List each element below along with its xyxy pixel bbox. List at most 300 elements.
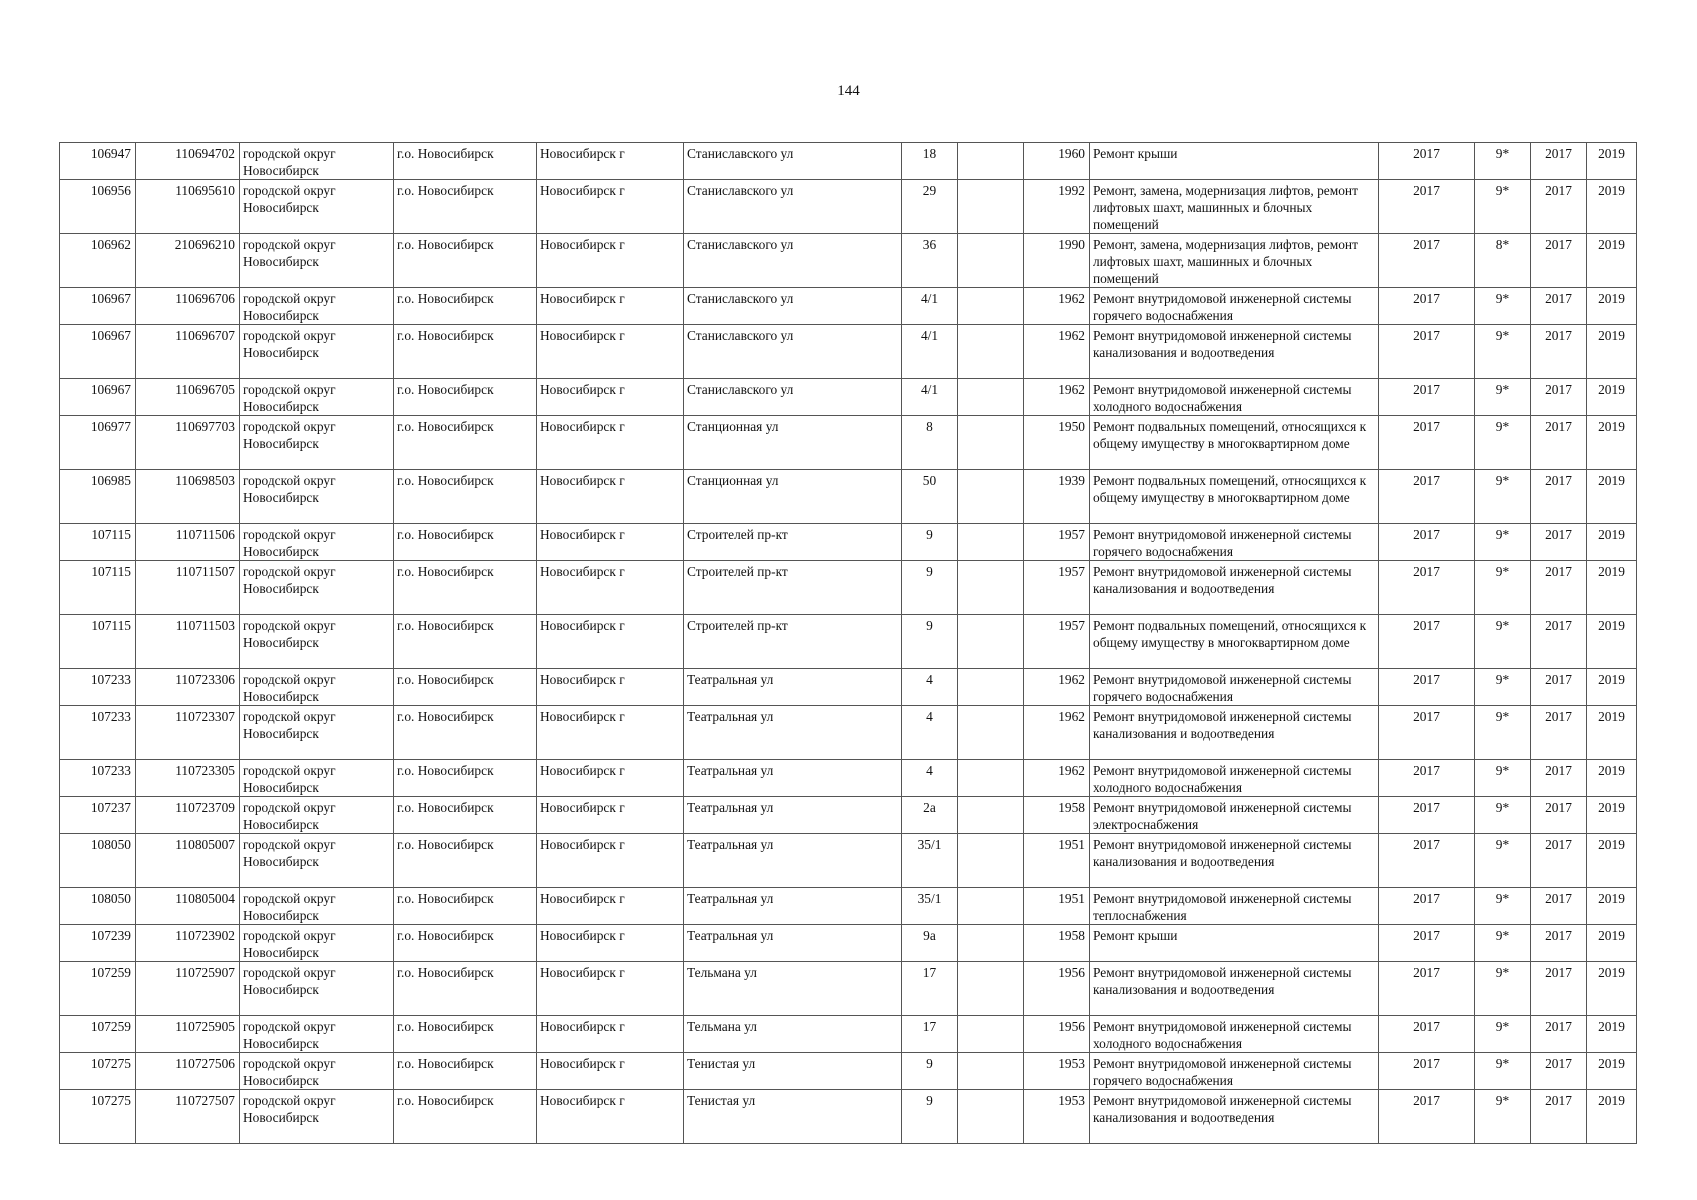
cell-year-built: 1958 (1024, 797, 1090, 834)
cell-code: 110723306 (136, 669, 240, 706)
cell-id: 106956 (60, 180, 136, 234)
cell-id: 108050 (60, 888, 136, 925)
cell-start-year: 2017 (1531, 925, 1587, 962)
table-row (60, 834, 1637, 888)
cell-end-year: 2019 (1587, 834, 1637, 888)
cell-start-year: 2017 (1531, 1090, 1587, 1144)
table-row (60, 524, 1637, 561)
cell-work-type: Ремонт внутридомовой инженерной системы канализования и водоотведения (1090, 834, 1379, 888)
table-row (60, 888, 1637, 925)
cell-work-type: Ремонт, замена, модернизация лифтов, ремонт лифтовых шахт, машинных и блочных помещений (1090, 234, 1379, 288)
cell-code: 110695610 (136, 180, 240, 234)
cell-house: 8 (902, 416, 958, 470)
cell-city: Новосибирск г (537, 615, 684, 669)
cell-extra (958, 524, 1024, 561)
cell-code: 110698503 (136, 470, 240, 524)
cell-street: Театральная ул (684, 797, 902, 834)
cell-city: Новосибирск г (537, 669, 684, 706)
cell-district: городской округ Новосибирск (240, 1090, 394, 1144)
cell-year-built: 1990 (1024, 234, 1090, 288)
cell-code: 110723305 (136, 760, 240, 797)
cell-start-year: 2017 (1531, 180, 1587, 234)
cell-end-year: 2019 (1587, 706, 1637, 760)
cell-plan-year: 2017 (1379, 379, 1475, 416)
cell-extra (958, 561, 1024, 615)
cell-work-type: Ремонт подвальных помещений, относящихся к общему имуществу в многоквартирном доме (1090, 615, 1379, 669)
cell-house: 35/1 (902, 888, 958, 925)
cell-floors: 9* (1475, 524, 1531, 561)
cell-code: 110723902 (136, 925, 240, 962)
cell-end-year: 2019 (1587, 669, 1637, 706)
cell-end-year: 2019 (1587, 1090, 1637, 1144)
cell-year-built: 1962 (1024, 379, 1090, 416)
cell-extra (958, 962, 1024, 1016)
cell-id: 107233 (60, 760, 136, 797)
cell-id: 107259 (60, 962, 136, 1016)
cell-house: 4/1 (902, 288, 958, 325)
cell-id: 107275 (60, 1090, 136, 1144)
cell-id: 107237 (60, 797, 136, 834)
cell-municipality: г.о. Новосибирск (394, 615, 537, 669)
cell-id: 106962 (60, 234, 136, 288)
cell-house: 17 (902, 1016, 958, 1053)
cell-end-year: 2019 (1587, 325, 1637, 379)
cell-year-built: 1957 (1024, 524, 1090, 561)
cell-code: 110723307 (136, 706, 240, 760)
cell-id: 107233 (60, 669, 136, 706)
cell-start-year: 2017 (1531, 760, 1587, 797)
cell-id: 106967 (60, 379, 136, 416)
cell-house: 9 (902, 561, 958, 615)
cell-municipality: г.о. Новосибирск (394, 180, 537, 234)
cell-code: 110694702 (136, 143, 240, 180)
cell-house: 9 (902, 1053, 958, 1090)
cell-street: Тенистая ул (684, 1090, 902, 1144)
cell-id: 106977 (60, 416, 136, 470)
cell-code: 110697703 (136, 416, 240, 470)
cell-plan-year: 2017 (1379, 925, 1475, 962)
cell-id: 107275 (60, 1053, 136, 1090)
cell-municipality: г.о. Новосибирск (394, 143, 537, 180)
cell-district: городской округ Новосибирск (240, 706, 394, 760)
cell-floors: 9* (1475, 180, 1531, 234)
table-row (60, 325, 1637, 379)
cell-plan-year: 2017 (1379, 180, 1475, 234)
cell-city: Новосибирск г (537, 1090, 684, 1144)
cell-extra (958, 706, 1024, 760)
cell-extra (958, 669, 1024, 706)
cell-year-built: 1960 (1024, 143, 1090, 180)
cell-city: Новосибирск г (537, 834, 684, 888)
table-row (60, 760, 1637, 797)
cell-start-year: 2017 (1531, 379, 1587, 416)
cell-municipality: г.о. Новосибирск (394, 416, 537, 470)
cell-municipality: г.о. Новосибирск (394, 888, 537, 925)
cell-work-type: Ремонт внутридомовой инженерной системы канализования и водоотведения (1090, 706, 1379, 760)
cell-end-year: 2019 (1587, 470, 1637, 524)
cell-start-year: 2017 (1531, 416, 1587, 470)
cell-city: Новосибирск г (537, 797, 684, 834)
cell-house: 9 (902, 524, 958, 561)
cell-floors: 9* (1475, 1016, 1531, 1053)
cell-street: Станиславского ул (684, 180, 902, 234)
cell-year-built: 1957 (1024, 615, 1090, 669)
table-row (60, 470, 1637, 524)
cell-extra (958, 615, 1024, 669)
cell-street: Станиславского ул (684, 379, 902, 416)
cell-floors: 9* (1475, 416, 1531, 470)
cell-city: Новосибирск г (537, 143, 684, 180)
cell-plan-year: 2017 (1379, 615, 1475, 669)
table-row (60, 561, 1637, 615)
cell-floors: 9* (1475, 325, 1531, 379)
cell-start-year: 2017 (1531, 524, 1587, 561)
cell-street: Станиславского ул (684, 325, 902, 379)
cell-municipality: г.о. Новосибирск (394, 760, 537, 797)
cell-extra (958, 1053, 1024, 1090)
cell-extra (958, 234, 1024, 288)
cell-district: городской округ Новосибирск (240, 379, 394, 416)
cell-start-year: 2017 (1531, 706, 1587, 760)
table-row (60, 143, 1637, 180)
cell-plan-year: 2017 (1379, 1053, 1475, 1090)
cell-end-year: 2019 (1587, 797, 1637, 834)
cell-street: Станционная ул (684, 470, 902, 524)
cell-work-type: Ремонт внутридомовой инженерной системы канализования и водоотведения (1090, 1090, 1379, 1144)
table-body (60, 143, 1637, 1144)
cell-street: Тенистая ул (684, 1053, 902, 1090)
cell-floors: 9* (1475, 615, 1531, 669)
cell-start-year: 2017 (1531, 669, 1587, 706)
cell-house: 50 (902, 470, 958, 524)
cell-year-built: 1951 (1024, 834, 1090, 888)
cell-floors: 9* (1475, 1090, 1531, 1144)
cell-id: 107115 (60, 615, 136, 669)
cell-municipality: г.о. Новосибирск (394, 797, 537, 834)
cell-municipality: г.о. Новосибирск (394, 379, 537, 416)
cell-city: Новосибирск г (537, 325, 684, 379)
cell-floors: 9* (1475, 669, 1531, 706)
cell-city: Новосибирск г (537, 925, 684, 962)
cell-extra (958, 1090, 1024, 1144)
cell-plan-year: 2017 (1379, 1016, 1475, 1053)
cell-municipality: г.о. Новосибирск (394, 561, 537, 615)
cell-street: Станционная ул (684, 416, 902, 470)
cell-municipality: г.о. Новосибирск (394, 234, 537, 288)
cell-municipality: г.о. Новосибирск (394, 669, 537, 706)
cell-floors: 9* (1475, 925, 1531, 962)
cell-municipality: г.о. Новосибирск (394, 706, 537, 760)
cell-street: Театральная ул (684, 888, 902, 925)
cell-floors: 9* (1475, 561, 1531, 615)
cell-city: Новосибирск г (537, 760, 684, 797)
cell-end-year: 2019 (1587, 760, 1637, 797)
capital-repair-table (59, 142, 1637, 1144)
cell-district: городской округ Новосибирск (240, 669, 394, 706)
cell-code: 110711506 (136, 524, 240, 561)
cell-floors: 9* (1475, 888, 1531, 925)
cell-city: Новосибирск г (537, 706, 684, 760)
cell-year-built: 1962 (1024, 288, 1090, 325)
cell-plan-year: 2017 (1379, 797, 1475, 834)
cell-district: городской округ Новосибирск (240, 288, 394, 325)
cell-district: городской округ Новосибирск (240, 524, 394, 561)
cell-city: Новосибирск г (537, 416, 684, 470)
cell-start-year: 2017 (1531, 834, 1587, 888)
cell-street: Театральная ул (684, 669, 902, 706)
cell-code: 110723709 (136, 797, 240, 834)
cell-plan-year: 2017 (1379, 234, 1475, 288)
cell-plan-year: 2017 (1379, 561, 1475, 615)
cell-extra (958, 888, 1024, 925)
cell-district: городской округ Новосибирск (240, 834, 394, 888)
cell-city: Новосибирск г (537, 524, 684, 561)
cell-start-year: 2017 (1531, 615, 1587, 669)
cell-city: Новосибирск г (537, 888, 684, 925)
table-row (60, 925, 1637, 962)
cell-year-built: 1962 (1024, 669, 1090, 706)
cell-city: Новосибирск г (537, 234, 684, 288)
cell-code: 110696706 (136, 288, 240, 325)
cell-work-type: Ремонт внутридомовой инженерной системы горячего водоснабжения (1090, 524, 1379, 561)
cell-house: 18 (902, 143, 958, 180)
cell-work-type: Ремонт внутридомовой инженерной системы холодного водоснабжения (1090, 379, 1379, 416)
cell-id: 106967 (60, 325, 136, 379)
cell-city: Новосибирск г (537, 470, 684, 524)
cell-floors: 9* (1475, 706, 1531, 760)
cell-district: городской округ Новосибирск (240, 615, 394, 669)
cell-house: 4 (902, 706, 958, 760)
cell-street: Строителей пр-кт (684, 561, 902, 615)
cell-code: 210696210 (136, 234, 240, 288)
table-row (60, 379, 1637, 416)
cell-year-built: 1939 (1024, 470, 1090, 524)
cell-floors: 9* (1475, 288, 1531, 325)
cell-municipality: г.о. Новосибирск (394, 524, 537, 561)
table-row (60, 416, 1637, 470)
cell-municipality: г.о. Новосибирск (394, 1090, 537, 1144)
cell-id: 106947 (60, 143, 136, 180)
cell-start-year: 2017 (1531, 962, 1587, 1016)
table-row (60, 288, 1637, 325)
cell-municipality: г.о. Новосибирск (394, 925, 537, 962)
cell-year-built: 1962 (1024, 760, 1090, 797)
cell-work-type: Ремонт, замена, модернизация лифтов, ремонт лифтовых шахт, машинных и блочных помещений (1090, 180, 1379, 234)
cell-street: Театральная ул (684, 706, 902, 760)
cell-street: Строителей пр-кт (684, 615, 902, 669)
cell-work-type: Ремонт внутридомовой инженерной системы горячего водоснабжения (1090, 288, 1379, 325)
cell-municipality: г.о. Новосибирск (394, 1053, 537, 1090)
cell-work-type: Ремонт внутридомовой инженерной системы холодного водоснабжения (1090, 760, 1379, 797)
cell-municipality: г.о. Новосибирск (394, 1016, 537, 1053)
cell-work-type: Ремонт подвальных помещений, относящихся к общему имуществу в многоквартирном доме (1090, 416, 1379, 470)
cell-end-year: 2019 (1587, 925, 1637, 962)
cell-start-year: 2017 (1531, 561, 1587, 615)
cell-extra (958, 288, 1024, 325)
table-row (60, 669, 1637, 706)
cell-year-built: 1956 (1024, 1016, 1090, 1053)
cell-house: 17 (902, 962, 958, 1016)
cell-city: Новосибирск г (537, 288, 684, 325)
cell-code: 110725907 (136, 962, 240, 1016)
cell-district: городской округ Новосибирск (240, 561, 394, 615)
cell-district: городской округ Новосибирск (240, 234, 394, 288)
cell-house: 36 (902, 234, 958, 288)
cell-id: 107115 (60, 524, 136, 561)
cell-street: Станиславского ул (684, 234, 902, 288)
cell-start-year: 2017 (1531, 325, 1587, 379)
cell-plan-year: 2017 (1379, 325, 1475, 379)
cell-code: 110696707 (136, 325, 240, 379)
cell-floors: 9* (1475, 143, 1531, 180)
cell-house: 9 (902, 615, 958, 669)
cell-id: 108050 (60, 834, 136, 888)
cell-extra (958, 379, 1024, 416)
cell-floors: 9* (1475, 760, 1531, 797)
cell-year-built: 1953 (1024, 1090, 1090, 1144)
cell-start-year: 2017 (1531, 1053, 1587, 1090)
cell-extra (958, 834, 1024, 888)
cell-plan-year: 2017 (1379, 288, 1475, 325)
cell-district: городской округ Новосибирск (240, 760, 394, 797)
cell-floors: 9* (1475, 1053, 1531, 1090)
cell-floors: 8* (1475, 234, 1531, 288)
table-row (60, 706, 1637, 760)
cell-year-built: 1957 (1024, 561, 1090, 615)
cell-id: 107233 (60, 706, 136, 760)
page-number: 144 (837, 83, 860, 99)
cell-extra (958, 797, 1024, 834)
cell-extra (958, 760, 1024, 797)
table-row (60, 1053, 1637, 1090)
cell-id: 107239 (60, 925, 136, 962)
cell-municipality: г.о. Новосибирск (394, 962, 537, 1016)
cell-extra (958, 416, 1024, 470)
cell-house: 29 (902, 180, 958, 234)
cell-start-year: 2017 (1531, 888, 1587, 925)
cell-extra (958, 925, 1024, 962)
cell-code: 110725905 (136, 1016, 240, 1053)
cell-end-year: 2019 (1587, 615, 1637, 669)
cell-floors: 9* (1475, 797, 1531, 834)
cell-district: городской округ Новосибирск (240, 888, 394, 925)
table-row (60, 234, 1637, 288)
cell-city: Новосибирск г (537, 1016, 684, 1053)
cell-year-built: 1953 (1024, 1053, 1090, 1090)
cell-start-year: 2017 (1531, 143, 1587, 180)
cell-start-year: 2017 (1531, 288, 1587, 325)
cell-extra (958, 1016, 1024, 1053)
cell-plan-year: 2017 (1379, 470, 1475, 524)
cell-work-type: Ремонт внутридомовой инженерной системы горячего водоснабжения (1090, 669, 1379, 706)
cell-floors: 9* (1475, 470, 1531, 524)
cell-work-type: Ремонт внутридомовой инженерной системы горячего водоснабжения (1090, 1053, 1379, 1090)
cell-house: 4 (902, 760, 958, 797)
cell-street: Тельмана ул (684, 1016, 902, 1053)
cell-year-built: 1992 (1024, 180, 1090, 234)
cell-city: Новосибирск г (537, 1053, 684, 1090)
cell-start-year: 2017 (1531, 797, 1587, 834)
cell-house: 4/1 (902, 325, 958, 379)
cell-work-type: Ремонт внутридомовой инженерной системы канализования и водоотведения (1090, 962, 1379, 1016)
cell-year-built: 1958 (1024, 925, 1090, 962)
cell-extra (958, 470, 1024, 524)
table-row (60, 797, 1637, 834)
cell-district: городской округ Новосибирск (240, 925, 394, 962)
cell-district: городской округ Новосибирск (240, 797, 394, 834)
cell-street: Театральная ул (684, 834, 902, 888)
cell-year-built: 1950 (1024, 416, 1090, 470)
cell-work-type: Ремонт подвальных помещений, относящихся к общему имуществу в многоквартирном доме (1090, 470, 1379, 524)
cell-start-year: 2017 (1531, 470, 1587, 524)
cell-id: 107259 (60, 1016, 136, 1053)
cell-plan-year: 2017 (1379, 1090, 1475, 1144)
cell-plan-year: 2017 (1379, 143, 1475, 180)
cell-year-built: 1956 (1024, 962, 1090, 1016)
cell-id: 107115 (60, 561, 136, 615)
cell-district: городской округ Новосибирск (240, 1016, 394, 1053)
cell-end-year: 2019 (1587, 416, 1637, 470)
cell-municipality: г.о. Новосибирск (394, 288, 537, 325)
cell-street: Театральная ул (684, 925, 902, 962)
cell-work-type: Ремонт крыши (1090, 925, 1379, 962)
cell-street: Строителей пр-кт (684, 524, 902, 561)
cell-house: 2а (902, 797, 958, 834)
cell-end-year: 2019 (1587, 180, 1637, 234)
cell-house: 4 (902, 669, 958, 706)
cell-house: 9 (902, 1090, 958, 1144)
cell-extra (958, 180, 1024, 234)
cell-city: Новосибирск г (537, 379, 684, 416)
cell-start-year: 2017 (1531, 1016, 1587, 1053)
cell-extra (958, 325, 1024, 379)
cell-plan-year: 2017 (1379, 760, 1475, 797)
table-row (60, 1016, 1637, 1053)
cell-house: 35/1 (902, 834, 958, 888)
cell-street: Станиславского ул (684, 288, 902, 325)
cell-plan-year: 2017 (1379, 669, 1475, 706)
cell-end-year: 2019 (1587, 143, 1637, 180)
cell-house: 4/1 (902, 379, 958, 416)
cell-end-year: 2019 (1587, 234, 1637, 288)
table-row (60, 962, 1637, 1016)
cell-end-year: 2019 (1587, 524, 1637, 561)
cell-floors: 9* (1475, 834, 1531, 888)
cell-year-built: 1951 (1024, 888, 1090, 925)
cell-district: городской округ Новосибирск (240, 180, 394, 234)
cell-work-type: Ремонт внутридомовой инженерной системы электроснабжения (1090, 797, 1379, 834)
cell-district: городской округ Новосибирск (240, 962, 394, 1016)
cell-end-year: 2019 (1587, 962, 1637, 1016)
cell-year-built: 1962 (1024, 706, 1090, 760)
cell-street: Тельмана ул (684, 962, 902, 1016)
cell-plan-year: 2017 (1379, 962, 1475, 1016)
cell-work-type: Ремонт крыши (1090, 143, 1379, 180)
cell-work-type: Ремонт внутридомовой инженерной системы канализования и водоотведения (1090, 561, 1379, 615)
cell-code: 110711503 (136, 615, 240, 669)
cell-district: городской округ Новосибирск (240, 470, 394, 524)
cell-municipality: г.о. Новосибирск (394, 834, 537, 888)
cell-start-year: 2017 (1531, 234, 1587, 288)
table-row (60, 615, 1637, 669)
cell-year-built: 1962 (1024, 325, 1090, 379)
cell-extra (958, 143, 1024, 180)
cell-end-year: 2019 (1587, 1053, 1637, 1090)
cell-work-type: Ремонт внутридомовой инженерной системы теплоснабжения (1090, 888, 1379, 925)
cell-plan-year: 2017 (1379, 834, 1475, 888)
cell-plan-year: 2017 (1379, 888, 1475, 925)
cell-code: 110727507 (136, 1090, 240, 1144)
